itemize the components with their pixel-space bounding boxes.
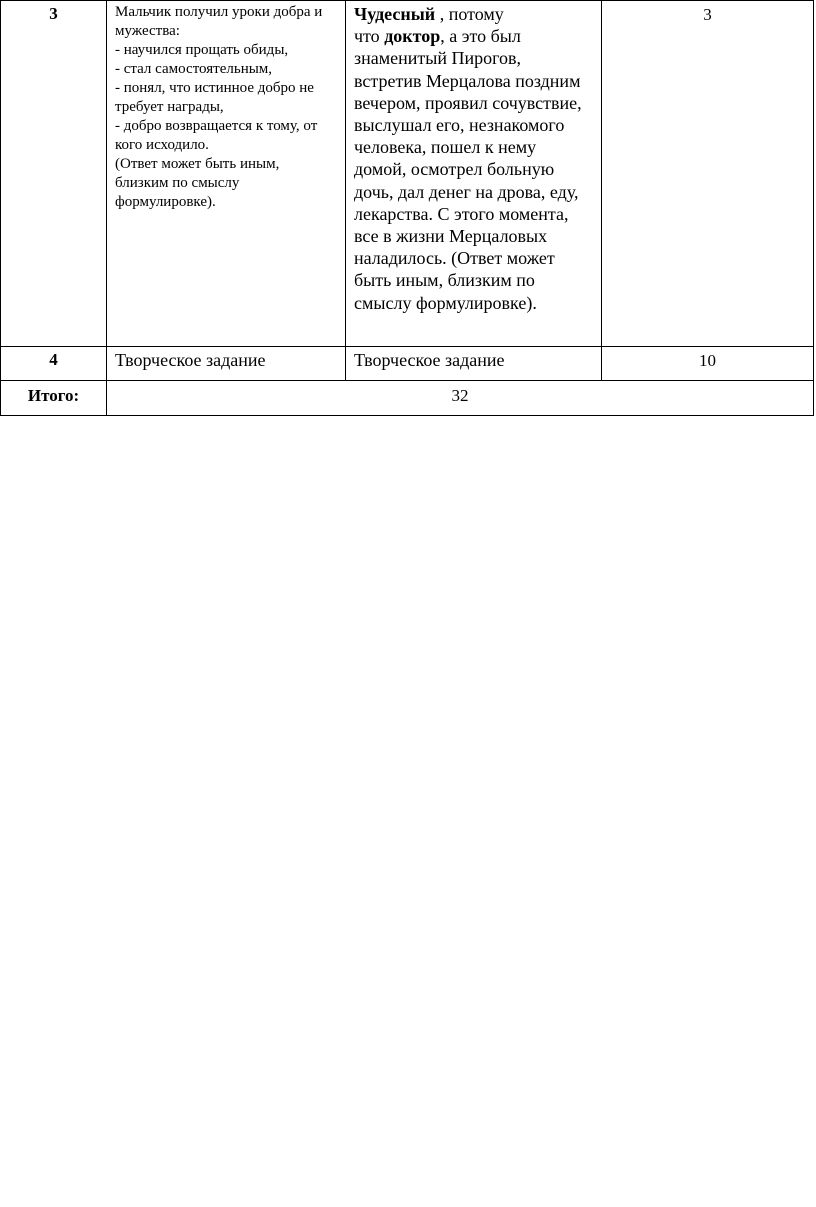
answer-line: смыслу формулировке). — [354, 292, 537, 313]
answer-line: мужества: — [115, 23, 180, 39]
answer-line: - стал самостоятельным, — [115, 61, 273, 77]
bold-keyword: доктор — [384, 26, 441, 47]
answer-line: выслушал его, незнакомого — [354, 115, 565, 136]
answer-line: человека, пошел к нему — [354, 137, 537, 158]
answer-text: , а это был — [440, 26, 521, 47]
answer-line: близким по смыслу — [115, 175, 240, 191]
points-cell: 10 — [602, 347, 814, 381]
student-answer-cell — [107, 1, 346, 347]
answer-line: - понял, что истинное добро не — [115, 80, 314, 96]
answer-line: наладилось. (Ответ может — [354, 248, 555, 269]
task-number: 4 — [1, 347, 107, 381]
table-row — [1, 1, 814, 347]
answer-line: (Ответ может быть иным, — [115, 156, 280, 172]
answer-line: формулировке). — [115, 194, 216, 210]
table-row — [1, 347, 814, 381]
answer-line — [354, 3, 593, 25]
total-value: 32 — [107, 381, 814, 416]
model-answer-cell: Творческое задание — [346, 347, 602, 381]
answer-line: все в жизни Мерцаловых — [354, 226, 548, 247]
bold-keyword: Чудесный — [354, 4, 436, 24]
total-label: Итого: — [1, 381, 107, 416]
student-answer-cell: Творческое задание — [107, 347, 346, 381]
answer-line — [354, 25, 593, 47]
answer-line: лекарства. С этого момента, — [354, 203, 569, 224]
points-cell: 3 — [602, 1, 814, 347]
answer-text: , потому — [435, 4, 504, 24]
model-answer-cell — [346, 1, 602, 347]
answer-line: знаменитый Пирогов, — [354, 48, 522, 69]
total-row — [1, 381, 814, 416]
answer-line: встретив Мерцалова поздним — [354, 70, 581, 91]
answer-line: дочь, дал денег на дрова, еду, — [354, 181, 579, 202]
answer-line: Мальчик получил уроки добра и — [115, 4, 323, 20]
answer-text: что — [354, 26, 385, 47]
answer-line: - научился прощать обиды, — [115, 42, 289, 58]
answer-line: быть иным, близким по — [354, 270, 535, 291]
answer-line: - добро возвращается к тому, от — [115, 118, 318, 134]
answer-line: кого исходило. — [115, 137, 209, 153]
grading-table — [0, 0, 814, 416]
task-number: 3 — [1, 1, 107, 347]
answer-line: требует награды, — [115, 99, 224, 115]
answer-line: вечером, проявил сочувствие, — [354, 92, 582, 113]
answer-line: домой, осмотрел больную — [354, 159, 555, 180]
